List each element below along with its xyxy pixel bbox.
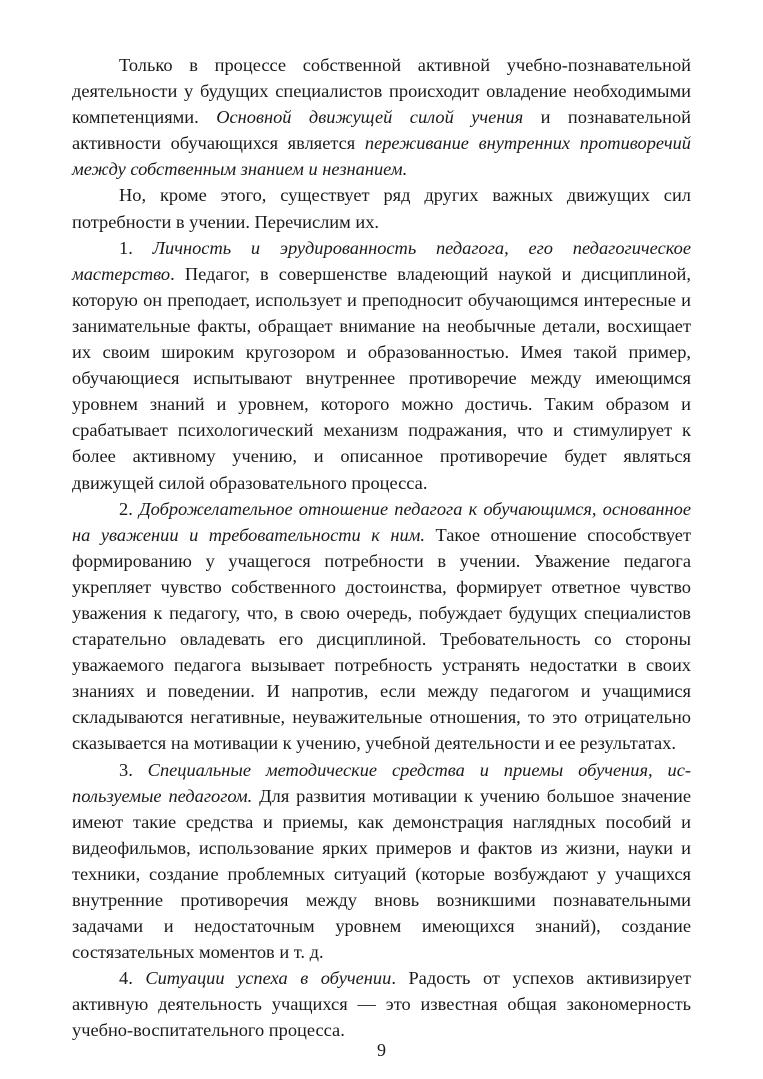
list-item-2 (72, 496, 691, 757)
paragraph-2-text: Но, кроме этого, существует ряд других важных движущих сил потребности в учении. Перечислим их. (72, 185, 691, 232)
list-item-3 (72, 757, 691, 966)
page-body (72, 52, 691, 1044)
list-item-3-number: 3. (119, 759, 148, 780)
list-item-1-number: 1. (119, 237, 153, 258)
list-item-1-text: . Педагог, в совершенстве владеющий наукой и дисциплиной, которую он преподает, использует и преподносит обучающимся интересные и занимательные факты, обращает внимание на необычные детали, восхищает их своим широким кругозором и образованностью. Имея такой пример, обучающиеся испытывают внутреннее противоречие между имеющимся уровнем знаний и уровнем, которого можно достичь. Таким образом и срабатывает психологический механизм подражания, что и стимулирует к более активному учению, и описанное противоречие будет являться движущей силой образовательного процесса. (72, 263, 691, 493)
list-item-4 (72, 965, 691, 1043)
list-item-4-number: 4. (119, 968, 146, 989)
paragraph-1-text: и познавательной активности обучающихся является (72, 107, 691, 154)
list-item-4-text: . Радость от успехов активизирует активную деятельность учащихся — это известная общая закономерность учебно-воспитательного процесса. (72, 968, 692, 1041)
list-item-2-number: 2. (119, 498, 139, 519)
list-item-3-text: Для развития мотивации к учению большое значение имеют такие средства и приемы, как демонстрация наглядных пособий и видеофильмов, использование ярких примеров и фактов из жизни, науки и техники, создание проблемных ситуаций (которые возбуждают у учащихся внутренние противоречия между вновь возникшими познавательными задачами и недостаточным уровнем имеющихся знаний), создание состязательных моментов и т. д. (72, 785, 691, 963)
paragraph-1 (72, 52, 691, 182)
list-item-1 (72, 235, 691, 496)
list-item-2-text: Такое отношение способствует формированию у учащегося потребности в учении. Уважение педагога укрепляет чувство собственного достоинства, формирует ответное чувство уважения к педагогу, что, в свою очередь, побуждает будущих специалистов старательно овладевать его дисциплиной. Требовательность со стороны уважаемого педагога вызывает потребность устранять недостатки в своих знаниях и поведении. И напротив, если между педагогом и учащимися складываются негативные, неуважительные отношения, то это отрицательно сказывается на мотивации к учению, учебной деятельности и ее результатах. (72, 524, 691, 754)
list-item-3-heading: Специальные методические средства и приемы обучения, используемые педагогом. (72, 759, 691, 806)
list-item-4-heading: Ситуации успеха в обучении (145, 968, 392, 989)
paragraph-1-emphasis-driving-force: Основной движущей силой учения (216, 107, 524, 128)
paragraph-1-emphasis-contradictions: переживание внутренних противоречий между собственным знанием и незнанием. (72, 133, 691, 180)
page-number: 9 (377, 1040, 386, 1060)
list-item-1-heading: Личность и эрудированность педагога, его педагогическое мастерство (72, 237, 691, 284)
paragraph-2 (72, 182, 691, 234)
paragraph-1-text: Только в процессе собственной активной учебно-познавательной деятельности у будущих специалистов происходит овладение необходимыми компетенциями. (72, 55, 691, 128)
list-item-2-heading: Доброжелательное отношение педагога к обучающимся, основанное на уважении и требовательности к ним. (72, 498, 692, 545)
